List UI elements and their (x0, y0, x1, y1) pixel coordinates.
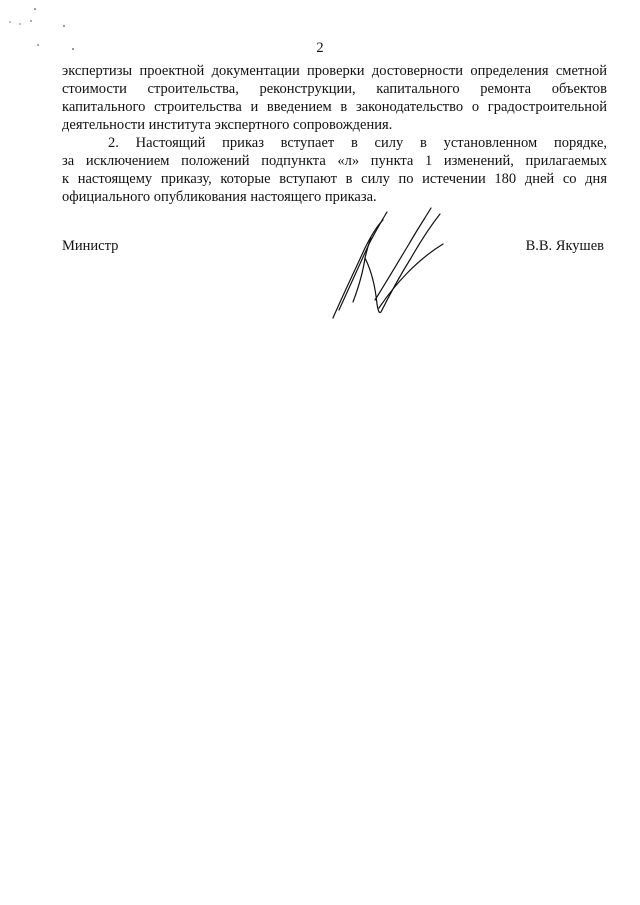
paragraph-1-line-2: стоимости строительства, реконструкции, капитального ремонта объектов (62, 81, 607, 97)
paragraph-2-line-2: за исключением положений подпункта «л» пункта 1 изменений, прилагаемых (62, 153, 607, 169)
paragraph-2-line-1: 2. Настоящий приказ вступает в силу в установленном порядке, (108, 135, 607, 151)
handwritten-signature (325, 200, 450, 325)
paragraph-2-line-3: к настоящему приказу, которые вступают в силу по истечении 180 дней со дня (62, 171, 607, 187)
signatory-title: Министр (62, 238, 119, 254)
paragraph-2 (62, 134, 607, 206)
paragraph-1-line-3: капитального строительства и введением в законодательство о градостроительной (62, 99, 607, 115)
paragraph-1 (62, 62, 607, 134)
page-number: 2 (316, 40, 324, 56)
signatory-name: В.В. Якушев (525, 238, 604, 254)
paragraph-2-line-4: официального опубликования настоящего приказа. (62, 189, 377, 205)
paragraph-1-line-4: деятельности института экспертного сопровождения. (62, 117, 393, 133)
paragraph-1-line-1: экспертизы проектной документации проверки достоверности определения сметной (62, 63, 607, 79)
